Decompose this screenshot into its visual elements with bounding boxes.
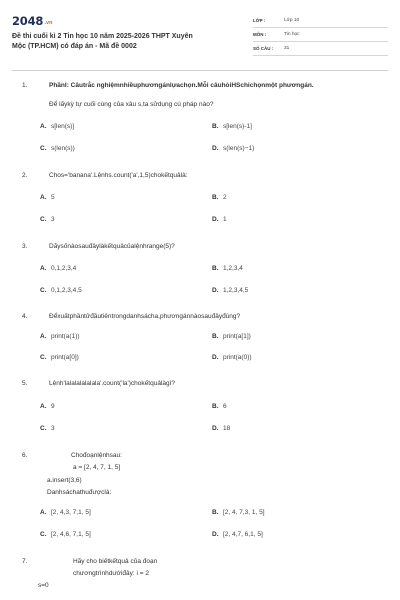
option-text: 1,2,3,4,5 <box>223 287 249 294</box>
option-text: 6 <box>223 403 227 410</box>
exam-title-line-2: Mộc (TP.HCM) có đáp án - Mã đề 0002 <box>12 42 137 50</box>
option-text: 1 <box>223 216 227 223</box>
option-d[interactable] <box>212 425 230 432</box>
question-number: 6. <box>22 452 28 459</box>
option-a[interactable] <box>40 333 80 340</box>
option-text: [2, 4, 7,3, 1, 5] <box>223 509 265 516</box>
meta-row-subject <box>253 28 388 42</box>
question-number: 3. <box>22 243 28 250</box>
meta-value: Lớp 10 <box>284 18 300 23</box>
option-letter: D. <box>212 216 219 223</box>
option-letter: A. <box>40 333 47 340</box>
option-a[interactable] <box>40 265 76 272</box>
option-letter: B. <box>212 265 219 272</box>
question-number: 5. <box>22 380 28 387</box>
option-letter: A. <box>40 265 47 272</box>
option-a[interactable] <box>40 123 74 130</box>
option-c[interactable] <box>40 425 55 432</box>
option-letter: A. <box>40 123 47 130</box>
option-letter: D. <box>212 354 219 361</box>
option-text: print(a(0)) <box>223 354 252 361</box>
logo-text: 2048 <box>12 14 44 28</box>
option-b[interactable] <box>212 265 243 272</box>
question-text: Đểxuấtphầntửđầutiêntrongdanhsácha,phươngánnàosauđâyđúng? <box>49 313 241 320</box>
option-d[interactable] <box>212 287 248 294</box>
option-text: 1,2,3,4 <box>223 265 243 272</box>
option-letter: D. <box>212 425 219 432</box>
option-text: 3 <box>51 425 55 432</box>
page-header <box>0 0 400 66</box>
header-divider <box>12 70 388 71</box>
question-instructions: PhầnI: Câutrắc nghiệmnhiềuphươngánlựachọn.Mỗi câuhỏiHSchichọnmột phươngán. <box>49 82 314 89</box>
code-line: a.insert(3,6) <box>47 477 82 484</box>
option-text: [2, 4,6, 7,1, 5] <box>51 531 91 538</box>
option-text: s(len(s)−1) <box>223 145 255 152</box>
option-a[interactable] <box>40 509 91 516</box>
option-text: 5 <box>51 194 55 201</box>
option-text: 0,1,2,3,4 <box>51 265 77 272</box>
question-text: Danhsáchathuđượclà: <box>47 489 112 496</box>
option-letter: D. <box>212 145 219 152</box>
meta-row-count <box>253 42 388 56</box>
option-b[interactable] <box>212 509 265 516</box>
option-letter: A. <box>40 194 47 201</box>
option-letter: D. <box>212 531 219 538</box>
question-text: Chođoạnlệnhsau: <box>71 452 122 459</box>
option-text: s[len(s)] <box>51 123 75 130</box>
option-letter: A. <box>40 509 47 516</box>
option-letter: B. <box>212 403 219 410</box>
question-text: Để lấykỳ tự cuối cùng của xâu s,ta sửdụng cú pháp nào? <box>49 101 214 108</box>
question-text: Hãy cho biếtkếtquả của đoạn <box>73 558 158 565</box>
question-text: Dãysốnàosauđâylàkếtquảcủalệnhrange(5)? <box>49 243 175 250</box>
option-letter: B. <box>212 509 219 516</box>
option-text: print(a[0]) <box>51 354 79 361</box>
option-c[interactable] <box>40 354 79 361</box>
exam-title-line-1: Đề thi cuối kì 2 Tin học 10 năm 2025-2026 THPT Xuyên <box>12 33 193 40</box>
question-number: 1. <box>22 82 28 89</box>
code-line: a = [2, 4, 7, 1, 5] <box>73 464 121 471</box>
option-b[interactable] <box>212 333 251 340</box>
meta-label: MÔN : <box>253 32 267 37</box>
option-text: print(a(1)) <box>51 333 80 340</box>
option-letter: C. <box>40 531 47 538</box>
option-letter: C. <box>40 145 47 152</box>
option-text: [2, 4,7, 6,1, 5] <box>223 531 263 538</box>
option-letter: C. <box>40 287 47 294</box>
option-b[interactable] <box>212 403 227 410</box>
exam-meta <box>253 14 388 56</box>
option-letter: D. <box>212 287 219 294</box>
question-text: Lệnh'lalalalalalala'.count('la')chokếtquảlàgì? <box>49 380 176 387</box>
question-text: chươngtrìnhdướiđây: i = 2 <box>73 570 149 577</box>
question-number: 2. <box>22 172 28 179</box>
option-letter: A. <box>40 403 47 410</box>
option-a[interactable] <box>40 194 55 201</box>
option-letter: B. <box>212 194 219 201</box>
meta-value: Tin học <box>284 32 300 37</box>
meta-label: LỚP : <box>253 18 266 23</box>
meta-value: 31 <box>284 46 290 51</box>
option-text: 2 <box>223 194 227 201</box>
option-c[interactable] <box>40 531 91 538</box>
option-d[interactable] <box>212 216 227 223</box>
site-logo[interactable] <box>12 14 52 28</box>
option-a[interactable] <box>40 403 55 410</box>
exam-title <box>12 32 237 51</box>
logo-suffix: .vn <box>44 20 53 26</box>
code-line: s=0 <box>38 582 49 589</box>
option-text: 18 <box>223 425 231 432</box>
option-b[interactable] <box>212 194 227 201</box>
option-text: s(len(s)) <box>51 145 75 152</box>
option-d[interactable] <box>212 354 252 361</box>
option-c[interactable] <box>40 287 82 294</box>
option-text: 0,1,2,3,4,5 <box>51 287 82 294</box>
option-c[interactable] <box>40 216 55 223</box>
option-text: 9 <box>51 403 55 410</box>
option-letter: C. <box>40 354 47 361</box>
option-text: s[len(s)-1] <box>223 123 252 130</box>
option-letter: C. <box>40 216 47 223</box>
option-d[interactable] <box>212 531 263 538</box>
question-number: 4. <box>22 313 28 320</box>
option-letter: B. <box>212 123 219 130</box>
option-letter: C. <box>40 425 47 432</box>
option-letter: B. <box>212 333 219 340</box>
option-text: 3 <box>51 216 55 223</box>
option-d[interactable] <box>212 145 254 152</box>
meta-label: SỐ CÂU : <box>253 46 274 51</box>
question-text: Chos='banana'.Lệnhs.count('a',1,5)chokếtquảlà: <box>49 172 188 179</box>
meta-row-class <box>253 14 388 28</box>
option-text: [2, 4,3, 7,1, 5] <box>51 509 91 516</box>
question-number: 7. <box>22 558 28 565</box>
option-c[interactable] <box>40 145 75 152</box>
option-text: print(a[1]) <box>223 333 251 340</box>
option-b[interactable] <box>212 123 252 130</box>
